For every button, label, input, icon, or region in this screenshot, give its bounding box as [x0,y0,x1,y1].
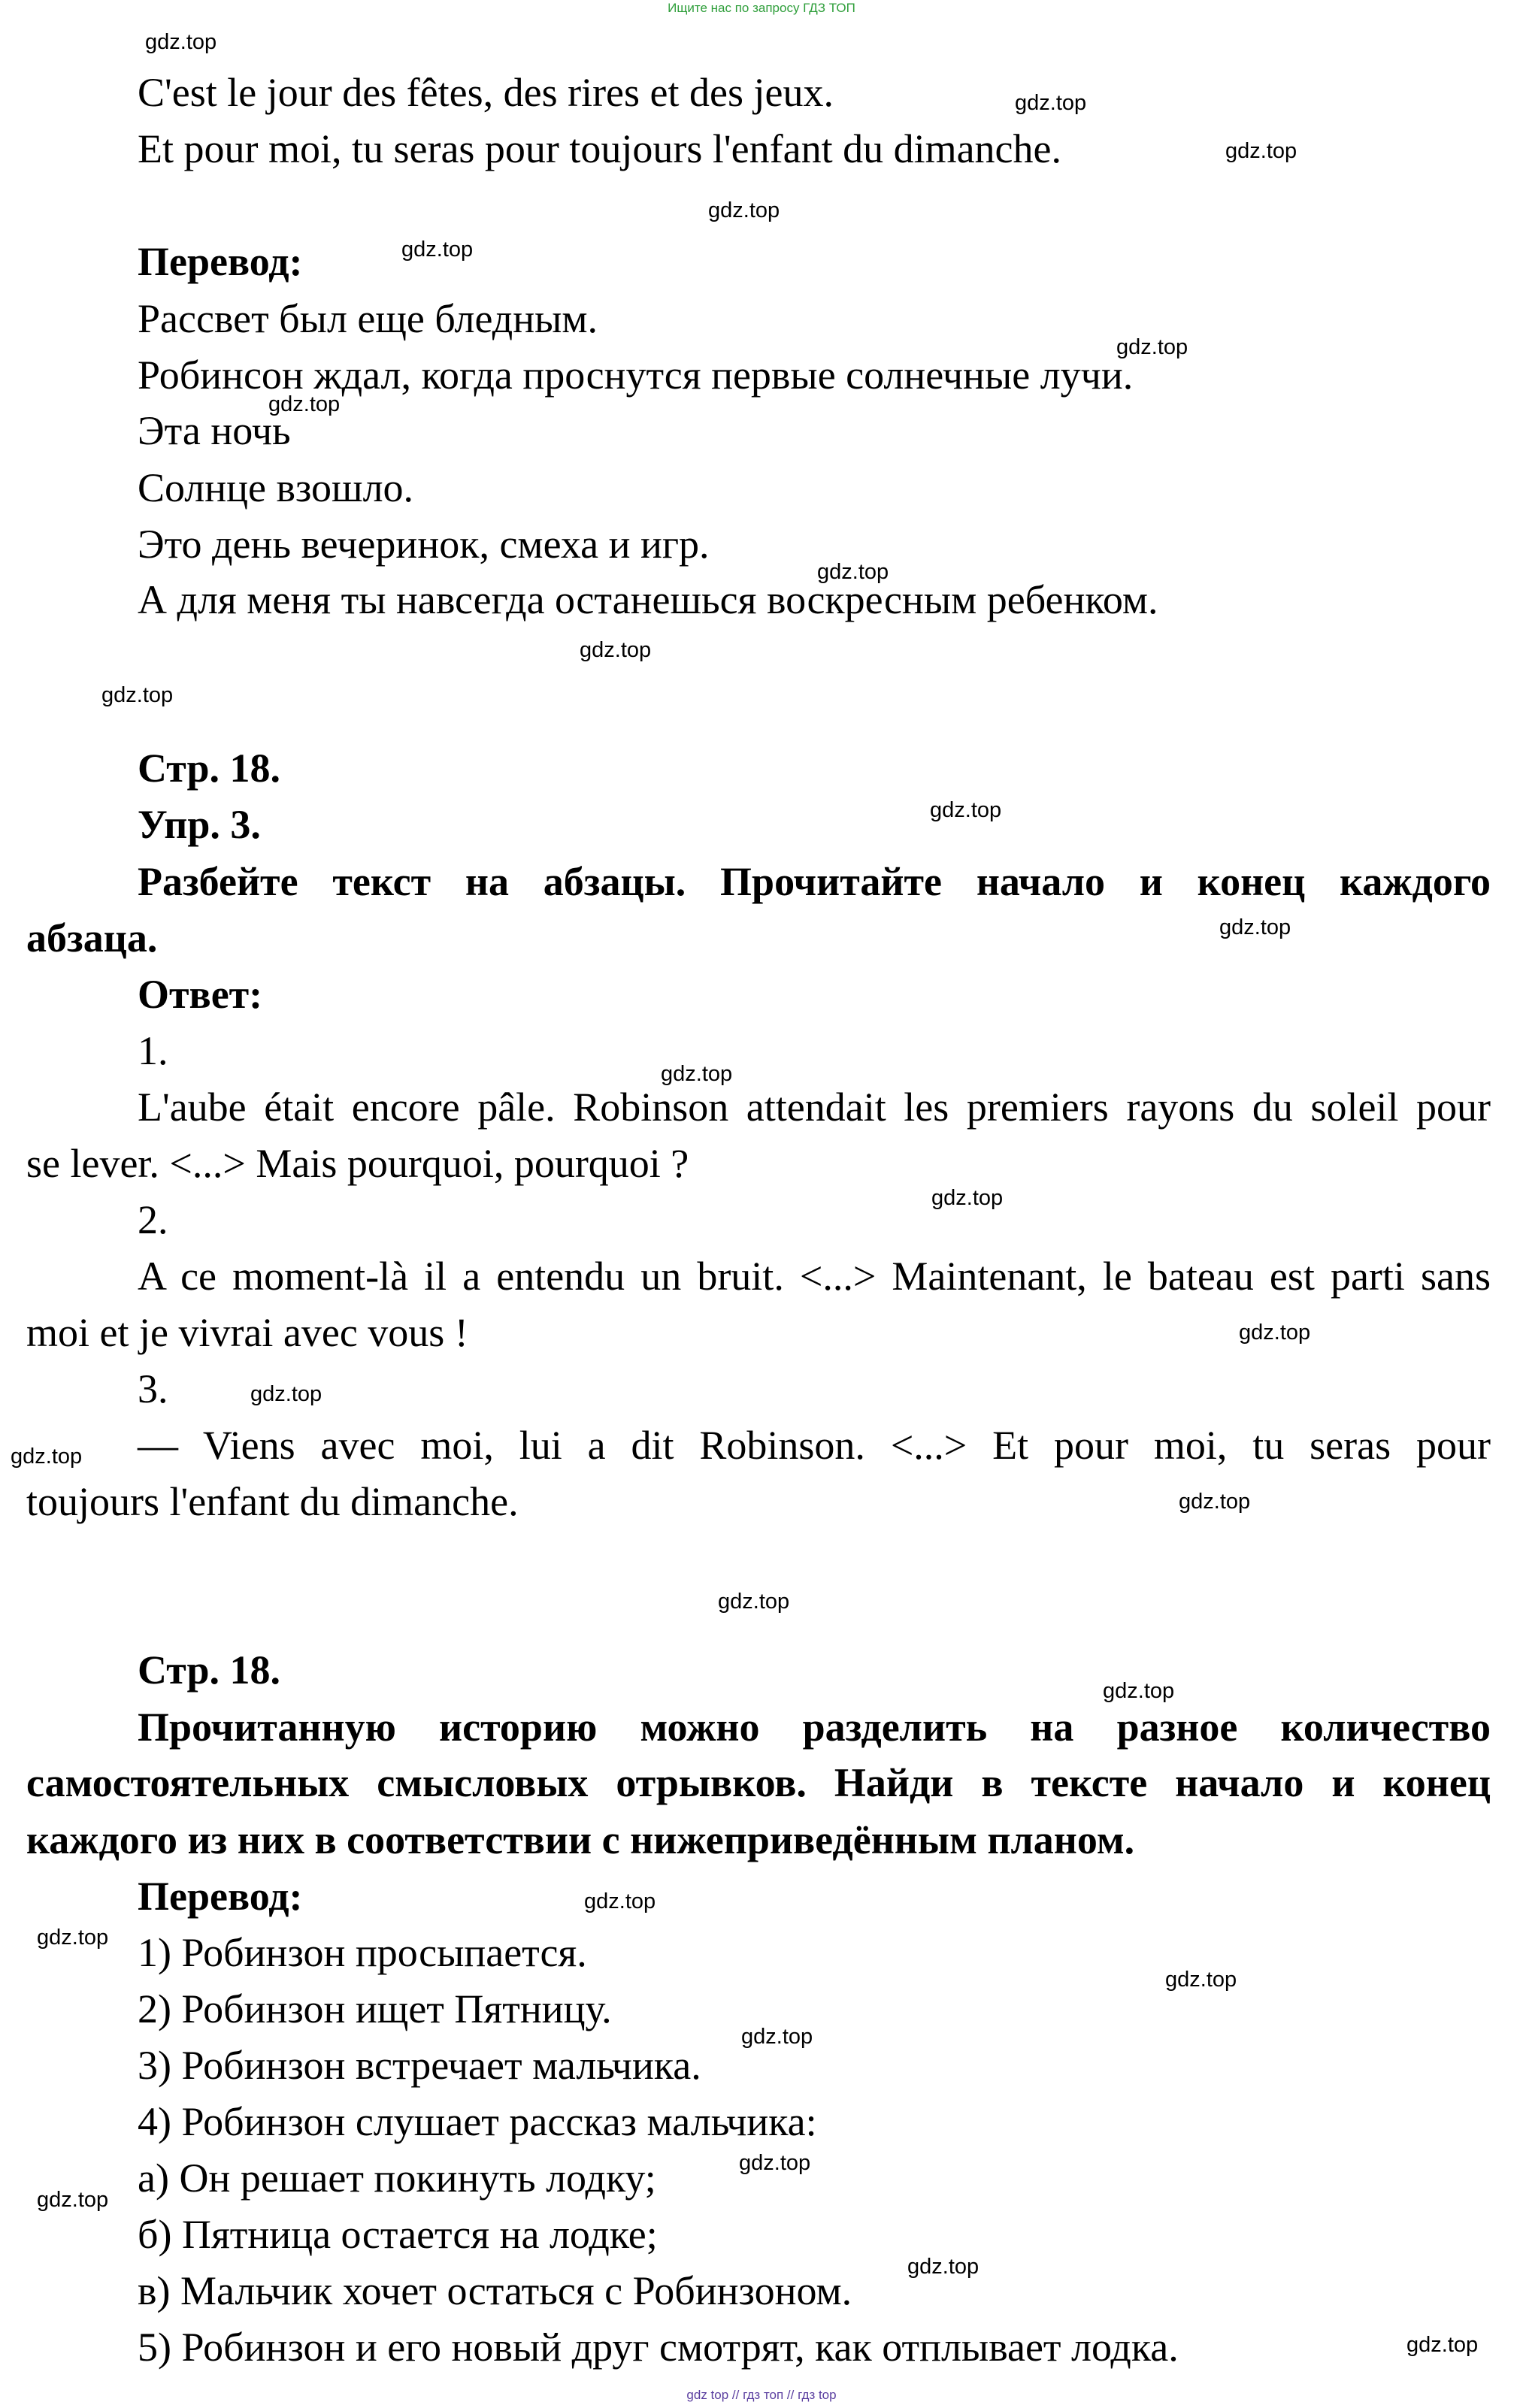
watermark: gdz.top [1179,1490,1251,1514]
paragraph-line: A ce moment-là il a entendu un bruit. <...> Maintenant, le bateau est parti sans [138,1254,1491,1299]
paragraph-line: — Viens avec moi, lui a dit Robinson. <...> Et pour moi, tu seras pour [138,1423,1491,1468]
paragraph-number: 3. [138,1366,168,1411]
watermark: gdz.top [584,1889,656,1913]
exercise-task-line: абзаца. [26,915,158,960]
watermark: gdz.top [1015,91,1087,115]
watermark: gdz.top [1225,139,1297,163]
watermark: gdz.top [708,198,780,222]
plan-item: 2) Робинзон ищет Пятницу. [138,1986,612,2031]
watermark: gdz.top [930,798,1002,822]
paragraph-line: se lever. <...> Mais pourquoi, pourquoi ? [26,1141,689,1186]
watermark: gdz.top [931,1186,1004,1210]
french-line-1: C'est le jour des fêtes, des rires et des jeux. [138,70,834,115]
translation-heading: Перевод: [138,239,303,284]
plan-item: а) Он решает покинуть лодку; [138,2155,656,2201]
plan-translation-heading: Перевод: [138,1874,303,1919]
translation-line: Солнце взошло. [138,465,414,510]
top-banner: Ищите нас по запросу ГДЗ ТОП [668,1,855,15]
plan-item: в) Мальчик хочет остаться с Робинзоном. [138,2268,852,2313]
paragraph-line: L'aube était encore pâle. Robinson attendait les premiers rayons du soleil pour [138,1085,1491,1130]
answer-heading: Ответ: [138,972,263,1017]
plan-item: 5) Робинзон и его новый друг смотрят, как отплывает лодка. [138,2325,1179,2370]
watermark: gdz.top [1165,1968,1237,1992]
translation-line: Рассвет был еще бледным. [138,296,598,341]
watermark: gdz.top [11,1444,83,1469]
watermark: gdz.top [907,2255,980,2279]
watermark: gdz.top [268,392,341,416]
translation-line: Робинсон ждал, когда проснутся первые солнечные лучи. [138,352,1134,398]
plan-task-line: Прочитанную историю можно разделить на разное количество [138,1705,1491,1750]
plan-item: 3) Робинзон встречает мальчика. [138,2043,701,2088]
paragraph-line: moi et je vivrai avec vous ! [26,1310,468,1355]
watermark: gdz.top [37,1925,109,1950]
watermark: gdz.top [741,2025,813,2049]
watermark: gdz.top [739,2151,811,2175]
watermark: gdz.top [580,638,652,662]
watermark: gdz.top [250,1382,322,1406]
watermark: gdz.top [1116,335,1188,359]
watermark: gdz.top [1239,1320,1311,1345]
page-number: Стр. 18. [138,746,281,791]
watermark: gdz.top [817,560,889,584]
page-number: Стр. 18. [138,1647,281,1693]
exercise-task-line: Разбейте текст на абзацы. Прочитайте начало и конец каждого [138,859,1491,904]
watermark: gdz.top [37,2188,109,2212]
watermark: gdz.top [1406,2333,1479,2357]
watermark: gdz.top [718,1590,790,1614]
bottom-banner: gdz top // гдз топ // гдз top [686,2388,837,2402]
watermark: gdz.top [145,30,217,54]
paragraph-number: 1. [138,1028,168,1073]
watermark: gdz.top [101,683,174,707]
translation-line: Эта ночь [138,408,291,453]
plan-item: 1) Робинзон просыпается. [138,1930,587,1975]
french-line-2: Et pour moi, tu seras pour toujours l'enfant du dimanche. [138,126,1061,171]
plan-task-line: каждого из них в соответствии с нижеприведённым планом. [26,1817,1135,1862]
watermark: gdz.top [1219,915,1291,939]
paragraph-line: toujours l'enfant du dimanche. [26,1479,519,1524]
watermark: gdz.top [661,1062,733,1086]
plan-task-line: самостоятельных смысловых отрывков. Найди в тексте начало и конец [26,1760,1491,1805]
watermark: gdz.top [1103,1679,1175,1703]
plan-item: б) Пятница остается на лодке; [138,2212,658,2257]
plan-item: 4) Робинзон слушает рассказ мальчика: [138,2099,817,2144]
exercise-number: Упр. 3. [138,802,261,847]
paragraph-number: 2. [138,1197,168,1242]
translation-line: Это день вечеринок, смеха и игр. [138,522,710,567]
watermark: gdz.top [401,237,474,262]
translation-line: А для меня ты навсегда останешься воскресным ребенком. [138,577,1158,622]
